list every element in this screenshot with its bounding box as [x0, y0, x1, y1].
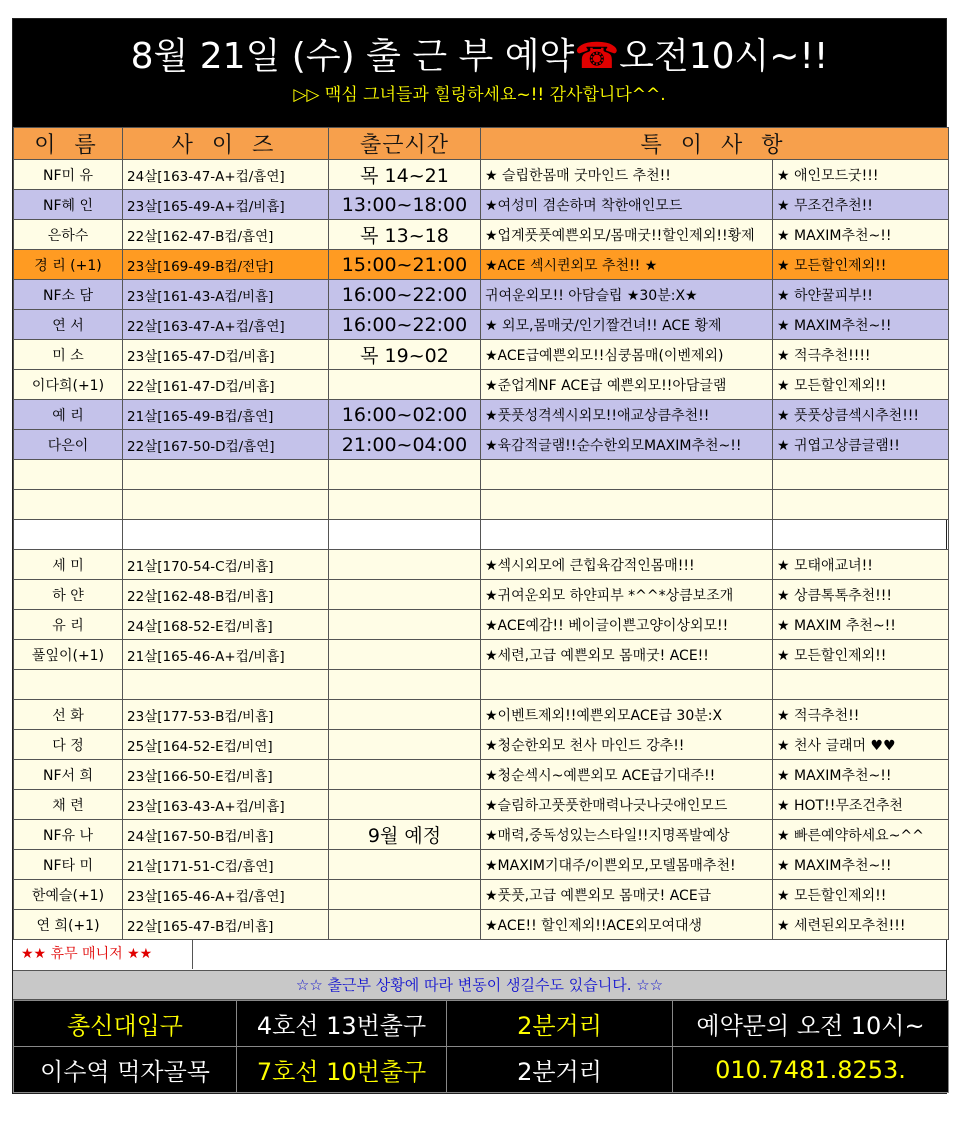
table-row	[14, 310, 949, 340]
cell-extra: ★ MAXIM추천~!!	[773, 220, 949, 250]
cell-size: 22살[162-47-B컵/흡연]	[123, 220, 329, 250]
cell-note: ★풋풋,고급 예쁜외모 몸매굿! ACE급	[481, 880, 773, 910]
table-row	[14, 490, 949, 520]
cell-extra: ★ 모든할인제외!!	[773, 880, 949, 910]
cell-name: 세 미	[14, 550, 123, 580]
cell-note: ★육감적글램!!순수한외모MAXIM추천~!!	[481, 430, 773, 460]
cell-name: NF타 미	[14, 850, 123, 880]
cell-note: ★청순한외모 천사 마인드 강추!!	[481, 730, 773, 760]
cell-name: 한예슬(+1)	[14, 880, 123, 910]
location-2: 이수역 먹자골목	[14, 1047, 237, 1093]
cell-note: ★귀여운외모 하얀피부 *^^*상큼보조개	[481, 580, 773, 610]
exit-2: 7호선 10번출구	[237, 1047, 447, 1093]
table-row	[14, 790, 949, 820]
cell-time	[329, 520, 481, 550]
cell-extra: ★ 모든할인제외!!	[773, 640, 949, 670]
cell-time: 목 13~18	[329, 220, 481, 250]
location-1: 총신대입구	[14, 1001, 237, 1047]
cell-time: 16:00~22:00	[329, 280, 481, 310]
cell-note: ★세련,고급 예쁜외모 몸매굿! ACE!!	[481, 640, 773, 670]
schedule-table	[13, 127, 949, 940]
cell-name: 유 리	[14, 610, 123, 640]
subtitle: ▷▷ 맥심 그녀들과 힐링하세요~!! 감사합니다^^.	[293, 85, 666, 105]
cell-note: ★이벤트제외!!예쁜외모ACE급 30분:X	[481, 700, 773, 730]
cell-extra: ★ 세련된외모추천!!!	[773, 910, 949, 940]
table-row	[14, 670, 949, 700]
cell-note: ★준업계NF ACE급 예쁜외모!!아담글램	[481, 370, 773, 400]
cell-extra: ★ 하얀꿀피부!!	[773, 280, 949, 310]
table-row	[14, 400, 949, 430]
table-row	[14, 640, 949, 670]
cell-extra: ★ 애인모드굿!!!	[773, 160, 949, 190]
cell-note: ★슬림하고풋풋한매력나긋나긋애인모드	[481, 790, 773, 820]
cell-note	[481, 490, 773, 520]
schedule-board	[12, 18, 947, 1094]
cell-size	[123, 460, 329, 490]
cell-note: ★청순섹시~예쁜외모 ACE급기대주!!	[481, 760, 773, 790]
cell-time: 16:00~22:00	[329, 310, 481, 340]
cell-extra: ★ 적극추천!!!!	[773, 340, 949, 370]
cell-name: NF유 나	[14, 820, 123, 850]
cell-name: 다 정	[14, 730, 123, 760]
cell-time	[329, 910, 481, 940]
table-row	[14, 880, 949, 910]
cell-extra: ★ 풋풋상큼섹시추천!!!	[773, 400, 949, 430]
cell-name: NF소 담	[14, 280, 123, 310]
table-row	[14, 520, 949, 550]
table-row	[14, 430, 949, 460]
cell-time: 16:00~02:00	[329, 400, 481, 430]
page-title	[13, 19, 946, 77]
cell-size: 22살[163-47-A+컵/흡연]	[123, 310, 329, 340]
cell-time	[329, 610, 481, 640]
cell-size: 23살[169-49-B컵/전담]	[123, 250, 329, 280]
cell-size: 22살[161-47-D컵/비흡]	[123, 370, 329, 400]
cell-size: 24살[168-52-E컵/비흡]	[123, 610, 329, 640]
cell-time: 목 14~21	[329, 160, 481, 190]
cell-name: 연 서	[14, 310, 123, 340]
table-header	[14, 128, 949, 160]
cell-size: 23살[166-50-E컵/비흡]	[123, 760, 329, 790]
cell-size: 23살[163-43-A+컵/비흡]	[123, 790, 329, 820]
table-row	[14, 220, 949, 250]
exit-1: 4호선 13번출구	[237, 1001, 447, 1047]
cell-time	[329, 460, 481, 490]
cell-time: 13:00~18:00	[329, 190, 481, 220]
cell-extra: ★ 무조건추천!!	[773, 190, 949, 220]
cell-note: ★매력,중독성있는스타일!!지명폭발예상	[481, 820, 773, 850]
cell-name: 예 리	[14, 400, 123, 430]
cell-extra: ★ 천사 글래머 ♥♥	[773, 730, 949, 760]
cell-note	[481, 460, 773, 490]
cell-extra: ★ 귀엽고상큼글램!!	[773, 430, 949, 460]
cell-name: NF미 유	[14, 160, 123, 190]
table-row	[14, 610, 949, 640]
table-row	[14, 700, 949, 730]
cell-note	[481, 670, 773, 700]
table-row	[14, 580, 949, 610]
cell-size	[123, 490, 329, 520]
cell-time	[329, 880, 481, 910]
cell-name: 연 희(+1)	[14, 910, 123, 940]
table-row	[14, 910, 949, 940]
cell-name: 미 소	[14, 340, 123, 370]
header	[13, 19, 946, 127]
cell-time: 15:00~21:00	[329, 250, 481, 280]
cell-name	[14, 670, 123, 700]
cell-time	[329, 640, 481, 670]
cell-time	[329, 760, 481, 790]
cell-size: 24살[163-47-A+컵/흡연]	[123, 160, 329, 190]
cell-size: 23살[165-47-D컵/비흡]	[123, 340, 329, 370]
cell-name	[14, 520, 123, 550]
cell-time	[329, 580, 481, 610]
cell-size: 22살[167-50-D컵/흡연]	[123, 430, 329, 460]
cell-extra: ★ 상큼톡톡추천!!!	[773, 580, 949, 610]
cell-name	[14, 460, 123, 490]
cell-extra: ★ HOT!!무조건추천	[773, 790, 949, 820]
cell-time	[329, 850, 481, 880]
cell-extra: ★ 모든할인제외!!	[773, 250, 949, 280]
cell-note: ★섹시외모에 큰힙육감적인몸매!!!	[481, 550, 773, 580]
booking-hours: 예약문의 오전 10시~	[673, 1001, 949, 1047]
cell-size: 23살[165-49-A+컵/비흡]	[123, 190, 329, 220]
col-size: 사 이 즈	[123, 128, 329, 160]
cell-note: ★풋풋성격섹시외모!!애교상큼추천!!	[481, 400, 773, 430]
cell-time	[329, 550, 481, 580]
cell-note: ★ACE예감!! 베이글이쁜고양이상외모!!	[481, 610, 773, 640]
cell-time	[329, 700, 481, 730]
cell-size: 21살[170-54-C컵/비흡]	[123, 550, 329, 580]
cell-time	[329, 790, 481, 820]
cell-size	[123, 670, 329, 700]
table-row	[14, 820, 949, 850]
cell-extra: ★ MAXIM 추천~!!	[773, 610, 949, 640]
cell-time: 목 19~02	[329, 340, 481, 370]
cell-extra: ★ 모든할인제외!!	[773, 370, 949, 400]
distance-1: 2분거리	[447, 1001, 673, 1047]
cell-name: 다은이	[14, 430, 123, 460]
cell-time	[329, 670, 481, 700]
table-row	[14, 370, 949, 400]
cell-extra	[773, 460, 949, 490]
cell-name: 채 련	[14, 790, 123, 820]
cell-name: 이다희(+1)	[14, 370, 123, 400]
notice: ☆☆ 출근부 상황에 따라 변동이 생길수도 있습니다. ☆☆	[13, 971, 946, 1000]
duty-manager-row	[13, 940, 946, 971]
cell-size: 24살[167-50-B컵/비흡]	[123, 820, 329, 850]
cell-name: 풀잎이(+1)	[14, 640, 123, 670]
cell-size: 21살[171-51-C컵/흡연]	[123, 850, 329, 880]
cell-size: 21살[165-49-B컵/흡연]	[123, 400, 329, 430]
cell-time	[329, 490, 481, 520]
cell-size: 21살[165-46-A+컵/비흡]	[123, 640, 329, 670]
col-name: 이 름	[14, 128, 123, 160]
cell-time	[329, 730, 481, 760]
cell-note: 귀여운외모!! 아담슬립 ★30분:X★	[481, 280, 773, 310]
cell-size: 23살[161-43-A컵/비흡]	[123, 280, 329, 310]
title-text: 8월 21일 (수) 출 근 부 예약	[130, 36, 575, 77]
footer-table	[13, 1000, 949, 1093]
title-tail: 오전10시~!!	[619, 36, 829, 77]
phone-number[interactable]: 010.7481.8253.	[673, 1047, 949, 1093]
cell-note: ★ACE 섹시퀸외모 추천!! ★	[481, 250, 773, 280]
cell-extra	[773, 670, 949, 700]
cell-extra: ★ MAXIM추천~!!	[773, 850, 949, 880]
cell-size: 25살[164-52-E컵/비연]	[123, 730, 329, 760]
cell-name	[14, 490, 123, 520]
table-row	[14, 340, 949, 370]
table-row	[14, 190, 949, 220]
distance-2: 2분거리	[447, 1047, 673, 1093]
cell-extra: ★ 적극추천!!	[773, 700, 949, 730]
cell-extra: ★ MAXIM추천~!!	[773, 310, 949, 340]
cell-note: ★업계풋풋예쁜외모/몸매굿!!할인제외!!황제	[481, 220, 773, 250]
cell-extra	[773, 490, 949, 520]
table-row	[14, 550, 949, 580]
cell-name: 은하수	[14, 220, 123, 250]
cell-time	[329, 370, 481, 400]
cell-note	[481, 520, 773, 550]
cell-size	[123, 520, 329, 550]
cell-note: ★여성미 겸손하며 착한애인모드	[481, 190, 773, 220]
table-row	[14, 850, 949, 880]
cell-size: 23살[177-53-B컵/비흡]	[123, 700, 329, 730]
cell-name: 선 화	[14, 700, 123, 730]
cell-extra	[773, 520, 949, 550]
cell-time: 21:00~04:00	[329, 430, 481, 460]
col-time: 출근시간	[329, 128, 481, 160]
phone-icon: ☎	[574, 36, 620, 77]
cell-note: ★ 슬립한몸매 굿마인드 추천!!	[481, 160, 773, 190]
cell-size: 22살[165-47-B컵/비흡]	[123, 910, 329, 940]
cell-name: NF혜 인	[14, 190, 123, 220]
cell-size: 22살[162-48-B컵/비흡]	[123, 580, 329, 610]
cell-extra: ★ MAXIM추천~!!	[773, 760, 949, 790]
col-notes: 특 이 사 항	[481, 128, 949, 160]
cell-extra: ★ 빠른예약하세요~^^	[773, 820, 949, 850]
cell-size: 23살[165-46-A+컵/흡연]	[123, 880, 329, 910]
table-row	[14, 730, 949, 760]
table-row	[14, 760, 949, 790]
table-row	[14, 280, 949, 310]
cell-name: 하 얀	[14, 580, 123, 610]
cell-note: ★ACE!! 할인제외!!ACE외모여대생	[481, 910, 773, 940]
cell-note: ★ACE급예쁜외모!!심쿵몸매(이벤제외)	[481, 340, 773, 370]
cell-time: 9월 예정	[329, 820, 481, 850]
cell-name: 경 리 (+1)	[14, 250, 123, 280]
cell-note: ★MAXIM기대주/이쁜외모,모델몸매추천!	[481, 850, 773, 880]
table-row	[14, 460, 949, 490]
cell-name: NF서 희	[14, 760, 123, 790]
cell-note: ★ 외모,몸매굿/인기짤건녀!! ACE 황제	[481, 310, 773, 340]
table-row	[14, 250, 949, 280]
table-row	[14, 160, 949, 190]
cell-extra: ★ 모태애교녀!!	[773, 550, 949, 580]
duty-manager-label: ★★ 휴무 매니저 ★★	[13, 940, 193, 969]
